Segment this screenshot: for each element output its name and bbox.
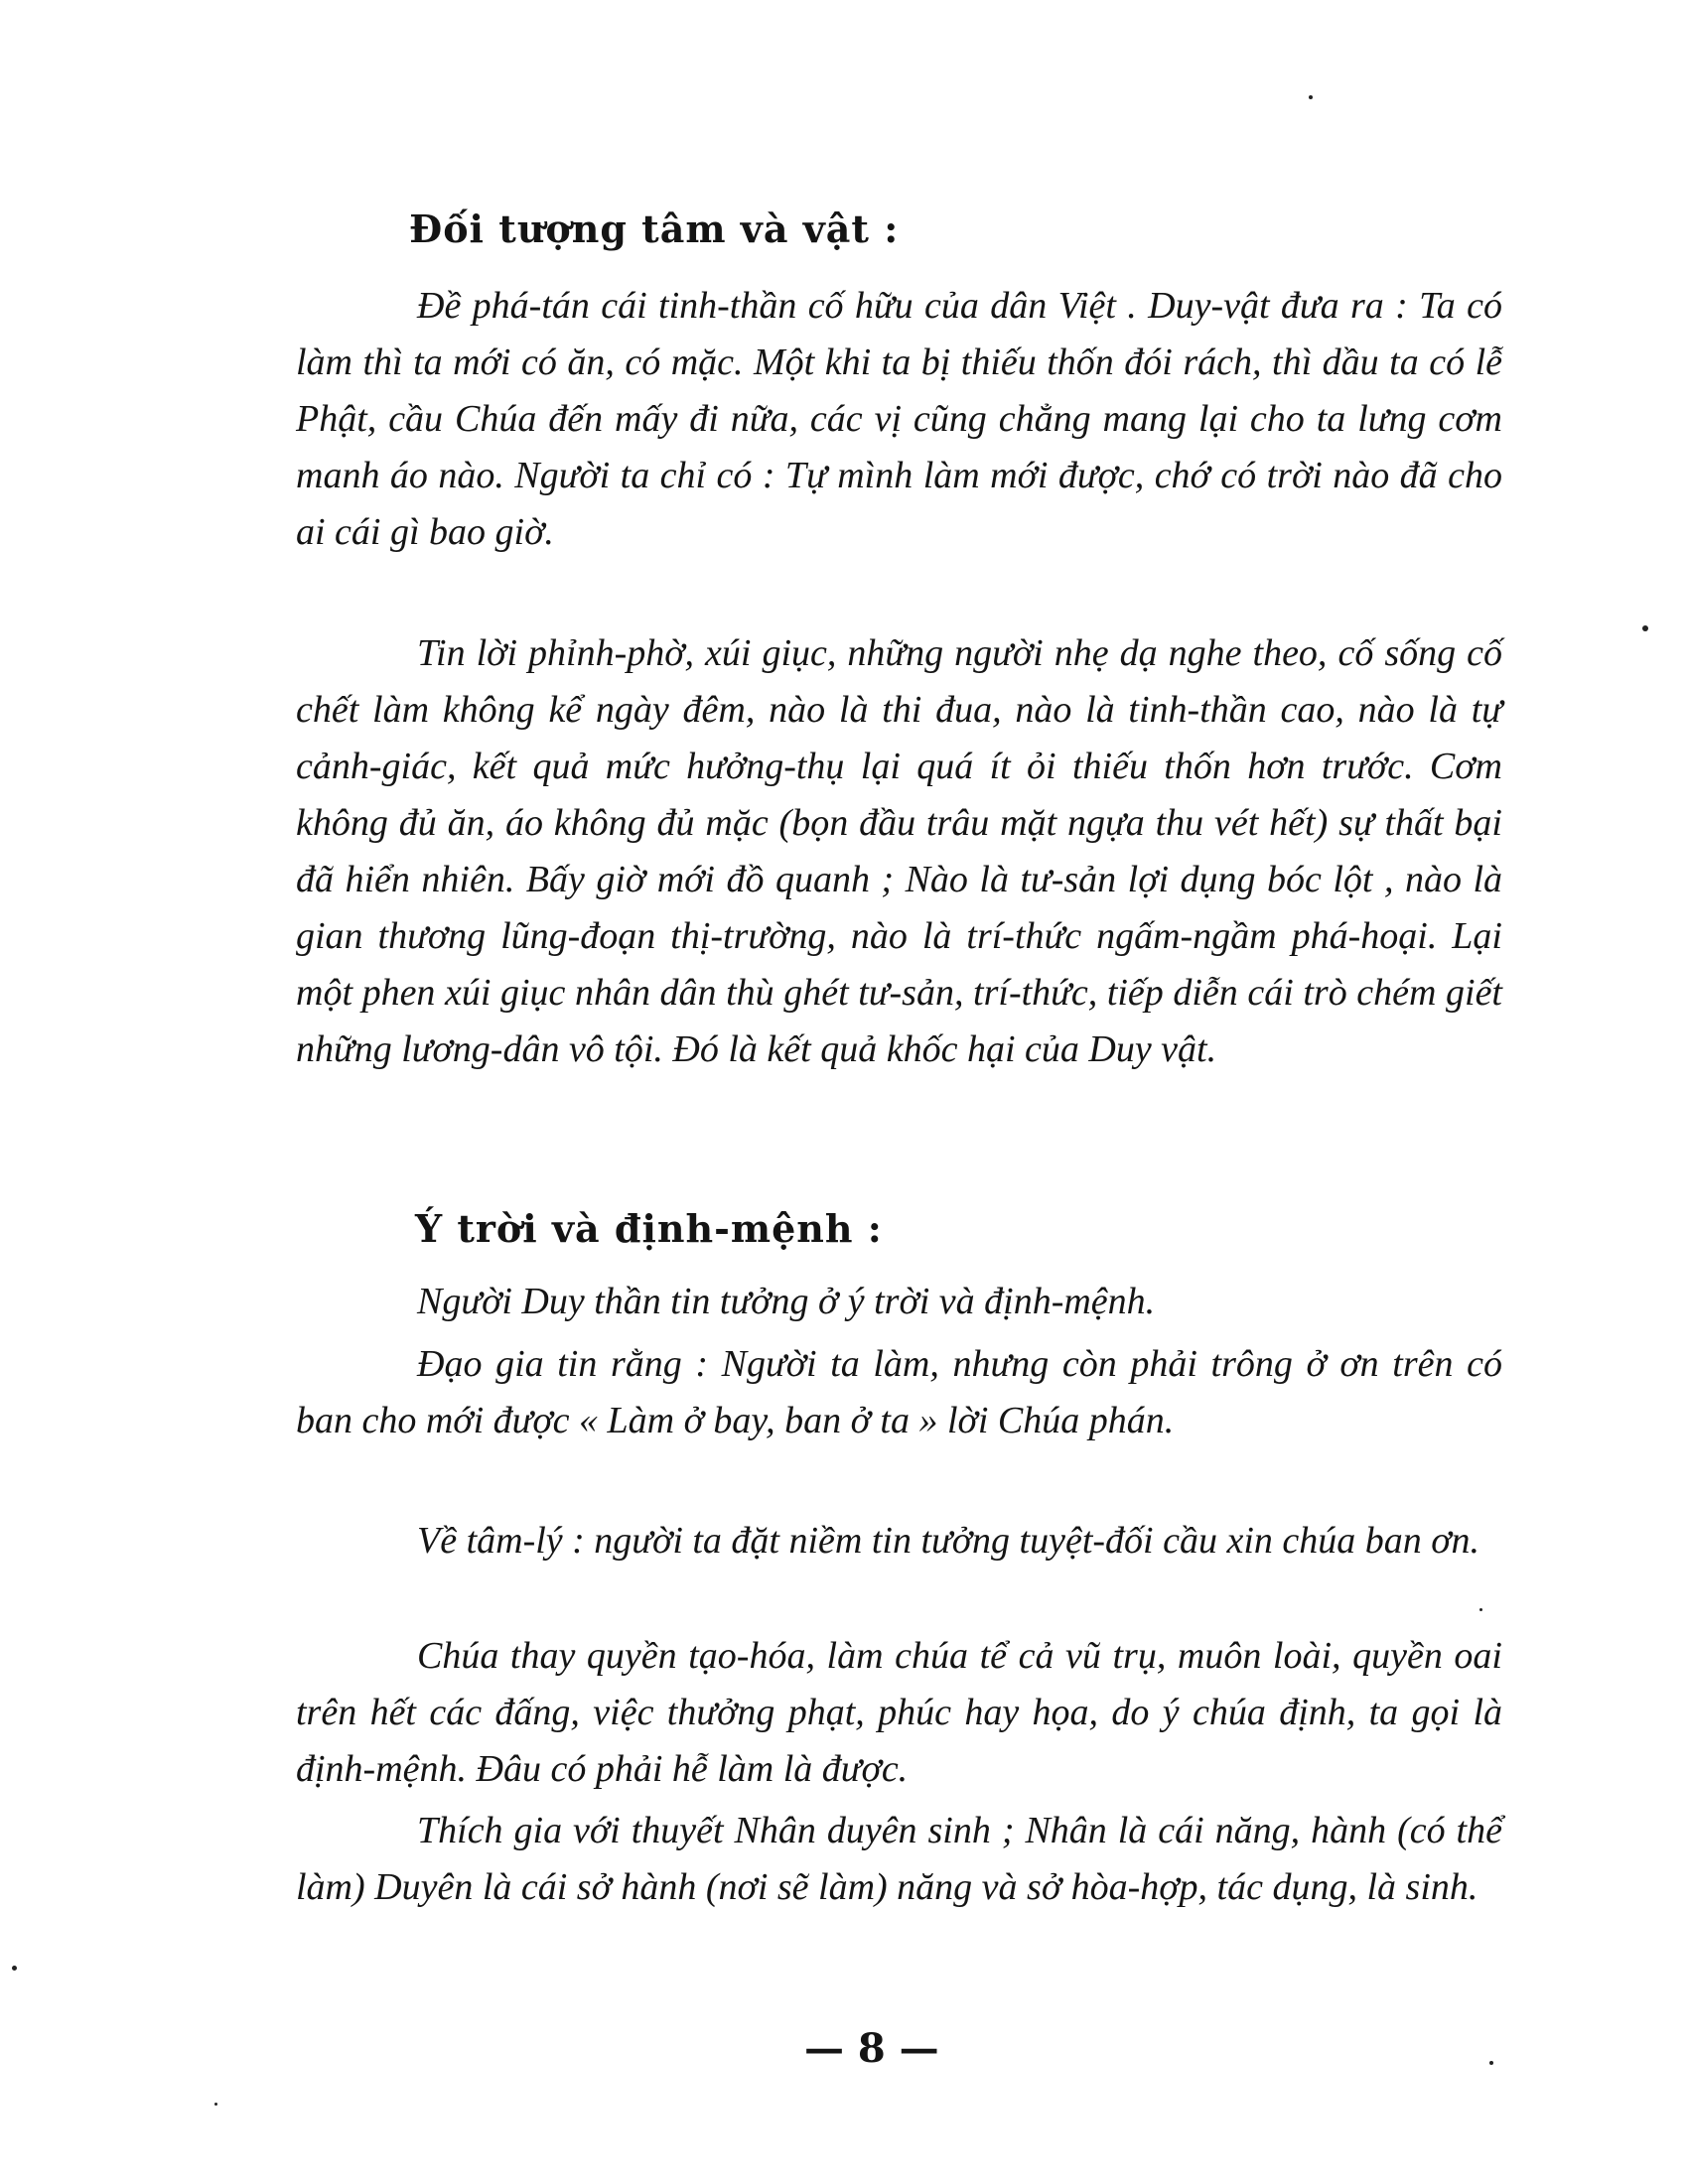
section-heading-fate: Ý trời và định-mệnh : xyxy=(415,1206,883,1251)
paragraph-4: Đạo gia tin rằng : Người ta làm, nhưng còn phải trông ở ơn trên có ban cho mới được « Làm ở bay, ban ở ta » lời Chúa phán. xyxy=(296,1343,1502,1441)
paragraph-3: Người Duy thần tin tưởng ở ý trời và định-mệnh. xyxy=(417,1281,1156,1322)
scan-speck xyxy=(1489,2061,1493,2065)
scan-speck xyxy=(1642,625,1648,631)
scan-speck xyxy=(1309,95,1313,99)
scan-speck xyxy=(214,2103,217,2106)
section-heading-mind-and-matter: Đối tượng tâm và vật : xyxy=(409,206,900,251)
paragraph-1: Đề phá-tán cái tinh-thần cố hữu của dân Việt . Duy-vật đưa ra : Ta có làm thì ta mới có ăn, có mặc. Một khi ta bị thiếu thốn đói rách, thì dầu ta có lễ Phật, cầu Chúa đến mấy đi nữa, các vị cũng chẳng mang lại cho ta lưng cơm manh áo nào. Người ta chỉ có : Tự mình làm mới được, chớ có trời nào đã cho ai cái gì bao giờ. xyxy=(296,285,1502,553)
paragraph-7: Thích gia với thuyết Nhân duyên sinh ; Nhân là cái năng, hành (có thể làm) Duyên là cái sở hành (nơi sẽ làm) năng và sở hòa-hợp, tác dụng, là sinh. xyxy=(296,1810,1502,1908)
paragraph-6: Chúa thay quyền tạo-hóa, làm chúa tể cả vũ trụ, muôn loài, quyền oai trên hết các đấng, việc thưởng phạt, phúc hay họa, do ý chúa định, ta gọi là định-mệnh. Đâu có phải hễ làm là được. xyxy=(296,1635,1502,1790)
scan-speck xyxy=(12,1966,17,1971)
scan-speck xyxy=(1479,1608,1482,1611)
paragraph-5: Về tâm-lý : người ta đặt niềm tin tưởng tuyệt-đối cầu xin chúa ban ơn. xyxy=(417,1520,1480,1562)
paragraph-2: Tin lời phỉnh-phờ, xúi giục, những người nhẹ dạ nghe theo, cố sống cố chết làm không kể ngày đêm, nào là thi đua, nào là tinh-thần cao, nào là tự cảnh-giác, kết quả mức hưởng-thụ lại quá ít ỏi thiếu thốn hơn trước. Cơm không đủ ăn, áo không đủ mặc (bọn đầu trâu mặt ngựa thu vét hết) sự thất bại đã hiển nhiên. Bấy giờ mới đồ quanh ; Nào là tư-sản lợi dụng bóc lột , nào là gian thương lũng-đoạn thị-trường, nào là trí-thức ngấm-ngầm phá-hoại. Lại một phen xúi giục nhân dân thù ghét tư-sản, trí-thức, tiếp diễn cái trò chém giết những lương-dân vô tội. Đó là kết quả khốc hại của Duy vật. xyxy=(296,632,1502,1070)
page-number: — 8 — xyxy=(804,2025,939,2072)
